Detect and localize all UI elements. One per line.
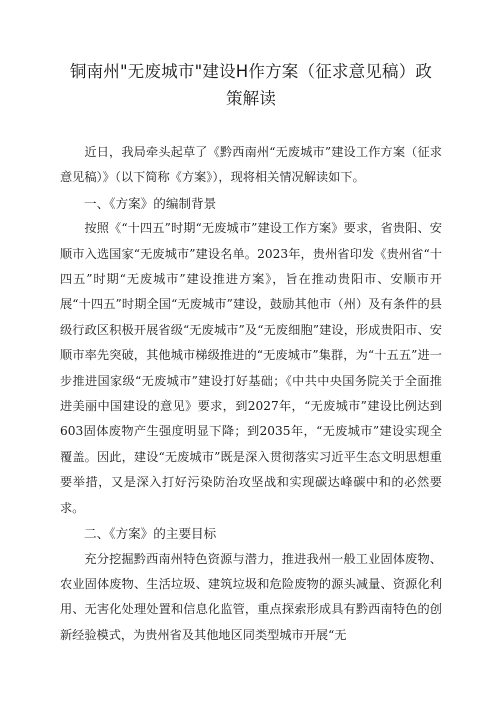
intro-paragraph: 近日，我局牵头起草了《黔西南州“无废城市”建设工作方案（征求意见稿）》（以下简称《方案》），现将相关情况解读如下。 <box>60 145 442 185</box>
section-2-body: 充分挖掘黔西南州特色资源与潜力，推进我州一般工业固体废物、农业固体废物、生活垃圾、建筑垃圾和危险废物的源头减量、资源化利用、无害化处理处置和信息化监管，重点探索形成具有黔西南特色的创新经验模式，为贵州省及其他地区同类型城市开展“无 <box>60 551 442 642</box>
section-1-heading: 一、《方案》的编制背景 <box>84 195 217 211</box>
document-title <box>60 58 442 112</box>
section-1-body: 按照《“十四五”时期“无废城市”建设工作方案》要求，省贵阳、安顺市入选国家“无废城市”建设名单。2023年，贵州省印发《贵州省“十四五”时期“无废城市”建设推进方案》，旨在推动贵阳市、安顺市开展“十四五”时期全国“无废城市”建设，鼓励其他市（州）及有条件的县级行政区积极开展省级“无废城市”及“无废细胞”建设，形成贵阳市、安顺市率先突破，其他城市梯级推进的“无废城市”集群，为“十五五”进一步推进国家级“无废城市”建设打好基础；《中共中央国务院关于全面推进美丽中国建设的意见》要求，到2027年，“无废城市”建设比例达到603固体废物产生强度明显下降；到2035年，“无废城市”建设实现全覆盖。因此，建设“无废城市”既是深入贯彻落实习近平生态文明思想重要举措，又是深入打好污染防治攻坚战和实现碳达峰碳中和的必然要求。 <box>60 221 442 515</box>
section-2-heading: 二、《方案》的主要目标 <box>84 526 217 542</box>
title-line-2: 策解读 <box>225 89 277 108</box>
title-line-1: 铜南州"无废城市"建设H作方案（征求意见稿）政 <box>69 62 433 81</box>
